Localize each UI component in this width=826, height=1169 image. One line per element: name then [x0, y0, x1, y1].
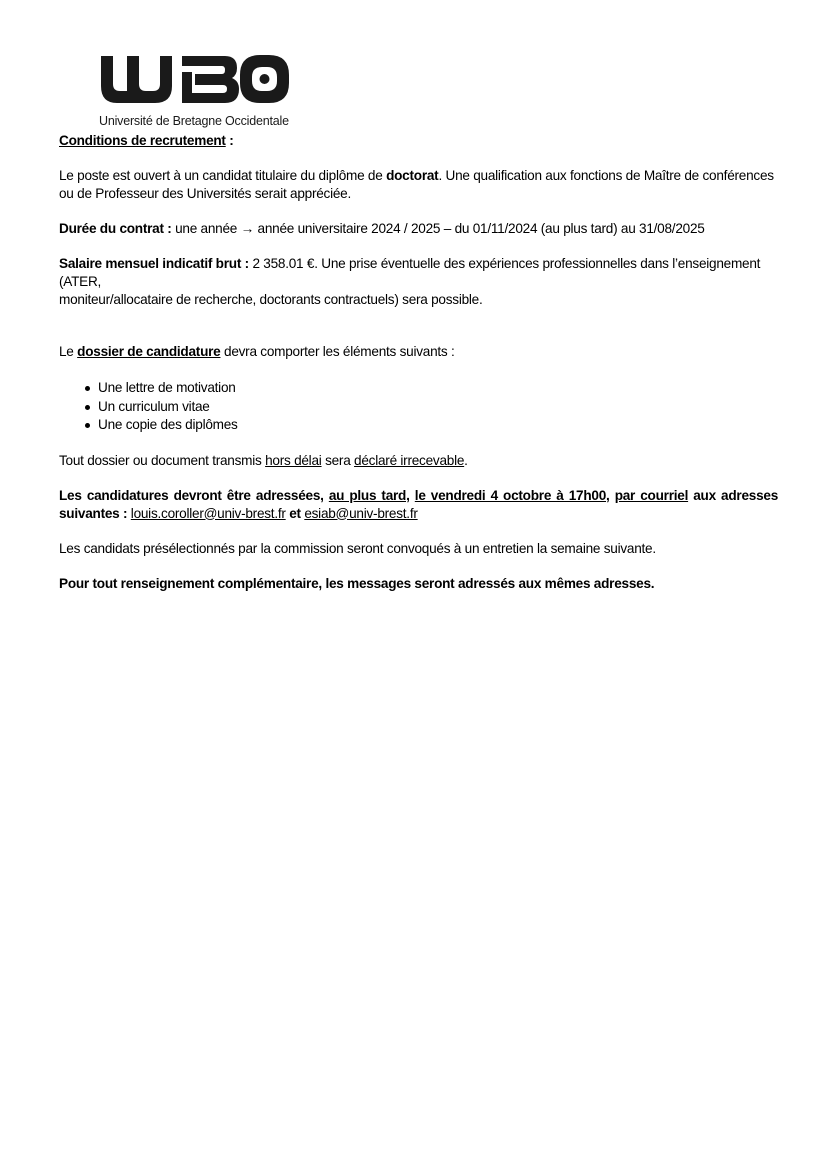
dossier-paragraph [59, 343, 778, 361]
salaire-paragraph [59, 255, 778, 309]
conditions-paragraph [59, 167, 778, 203]
duree-label: Durée du contrat : [59, 221, 172, 236]
candidatures-plus-tard: au plus tard, [328, 487, 410, 503]
delai-paragraph [59, 452, 778, 470]
conditions-heading [59, 132, 778, 150]
conditions-title-colon: : [225, 133, 234, 148]
candidatures-paragraph [59, 487, 778, 523]
email-link-coroller[interactable]: louis.coroller@univ-brest.fr [130, 505, 286, 521]
candidatures-prefix: Les candidatures devront être adressées, [59, 487, 329, 503]
renseignement-paragraph: Pour tout renseignement complémentaire, les messages seront adressés aux mêmes adresses. [59, 575, 655, 591]
candidatures-sep2: , [606, 487, 615, 503]
conditions-intro-doctorat: doctorat [386, 168, 439, 183]
candidatures-courriel: par courriel [614, 487, 689, 503]
delai-hors-delai: hors délai [265, 452, 322, 468]
conditions-intro-line2: ou de Professeur des Universités serait appréciée. [59, 186, 352, 201]
list-item [98, 398, 778, 417]
candidatures-line2-prefix: suivantes : [59, 505, 131, 521]
ubo-logo-mark [97, 50, 297, 112]
dossier-list [59, 379, 778, 435]
candidatures-suffix: aux adresses [688, 487, 779, 503]
list-item-text: Une lettre de motivation [98, 380, 236, 395]
list-item-text: Un curriculum vitae [98, 398, 210, 414]
logo-caption: Université de Bretagne Occidentale [99, 114, 289, 128]
dossier-prefix: Le [59, 344, 78, 359]
delai-irrecevable: déclaré irrecevable [354, 452, 465, 468]
salaire-text: 2 358.01 €. Une prise éventuelle des expériences professionnelles dans l’enseignement (ATER, [59, 256, 761, 289]
list-item [98, 416, 778, 435]
conditions-intro-suffix: . Une qualification aux fonctions de Maître de conférences [438, 168, 774, 183]
dossier-suffix: devra comporter les éléments suivants : [220, 344, 455, 359]
list-item-text: Une copie des diplômes [98, 417, 238, 432]
dossier-label: dossier de candidature [77, 344, 221, 359]
list-item [98, 379, 778, 398]
preselection-paragraph: Les candidats présélectionnés par la commission seront convoqués à un entretien la semaine suivante. [59, 540, 656, 556]
delai-middle: sera [321, 452, 355, 468]
bullet-icon [85, 423, 90, 428]
bullet-icon [85, 405, 90, 410]
email-link-esiab[interactable]: esiab@univ-brest.fr [304, 505, 418, 521]
conditions-title: Conditions de recrutement [59, 133, 226, 148]
delai-suffix: . [464, 452, 468, 468]
delai-prefix: Tout dossier ou document transmis [59, 452, 266, 468]
duree-paragraph [59, 220, 778, 238]
salaire-line2: moniteur/allocataire de recherche, doctorants contractuels) sera possible. [59, 292, 483, 307]
bullet-icon [85, 386, 90, 391]
conditions-intro-prefix: Le poste est ouvert à un candidat titulaire du diplôme de [59, 168, 387, 183]
candidatures-et: et [285, 505, 305, 521]
candidatures-date: le vendredi 4 octobre à 17h00 [414, 487, 607, 503]
salaire-label: Salaire mensuel indicatif brut : [59, 256, 249, 271]
document-content [59, 132, 778, 593]
duree-text: une année → année universitaire 2024 / 2025 – du 01/11/2024 (au plus tard) au 31/08/2025 [171, 221, 705, 236]
